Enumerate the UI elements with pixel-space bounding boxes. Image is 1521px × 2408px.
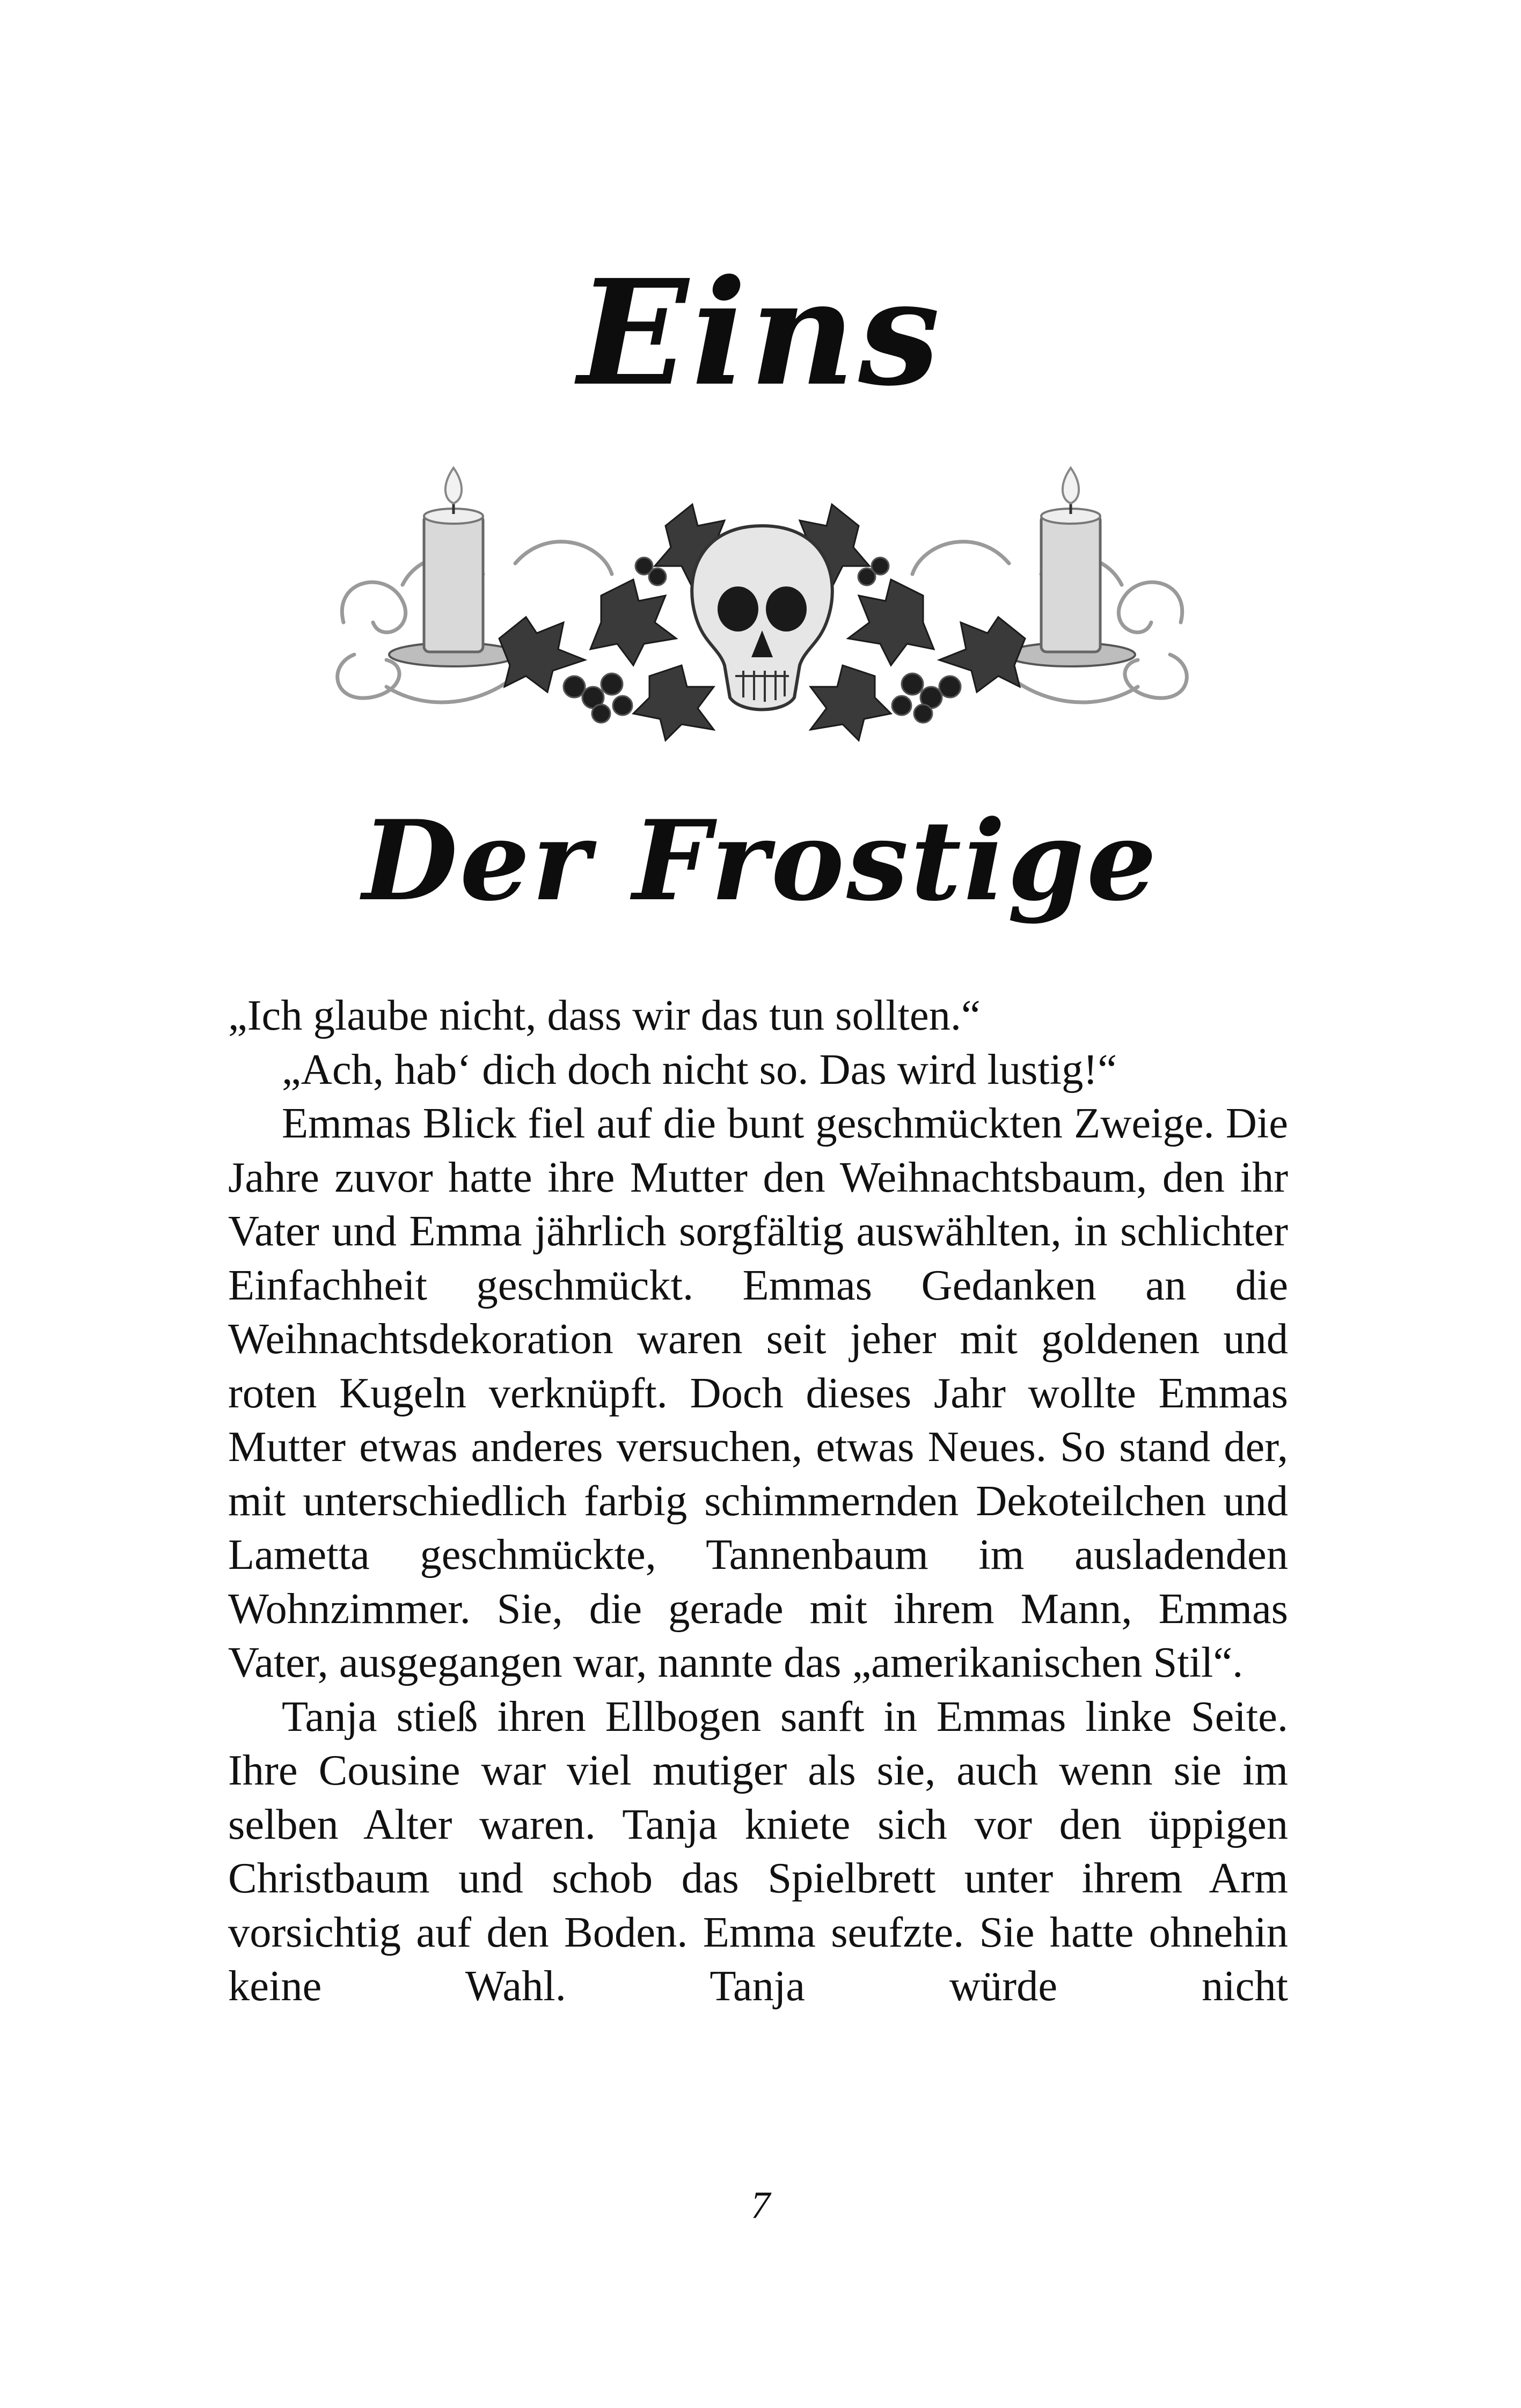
paragraph: Emmas Blick fiel auf die bunt geschmückten Zweige. Die Jahre zuvor hatte ihre Mutter den Weihnachtsbaum, den ihr Vater und Emma jährlich sorgfältig auswählten, in schlichter Einfachheit geschmückt. Emmas Gedanken an die Weihnachtsdekoration waren seit jeher mit goldenen und roten Kugeln verknüpft. Doch dieses Jahr wollte Emmas Mutter etwas anderes versuchen, etwas Neues. So stand der, mit unterschiedlich farbig schimmernden Dekoteilchen und Lametta geschmückte, Tannenbaum im ausladenden Wohnzimmer. Sie, die gerade mit ihrem Mann, Emmas Vater, ausgegangen war, nannte das „amerikanischen Stil“. <box>228 1099 1288 1686</box>
chapter-number: Eins <box>577 247 944 418</box>
candle-right <box>1006 468 1135 666</box>
body-text <box>228 989 1288 2014</box>
candles-skull-holly-icon <box>322 461 1202 762</box>
page-number: 7 <box>751 2184 770 2227</box>
candle-left <box>389 468 518 666</box>
paragraph: „Ich glaube nicht, dass wir das tun sollten.“ <box>228 992 981 1039</box>
paragraph: „Ach, hab‘ dich doch nicht so. Das wird lustig!“ <box>282 1045 1117 1093</box>
paragraph: Tanja stieß ihren Ellbogen sanft in Emmas linke Seite. Ihre Cousine war viel mutiger als sie, auch wenn sie im selben Alter waren. Tanja kniete sich vor den üppigen Christbaum und schob das Spielbrett unter ihrem Arm vorsichtig auf den Boden. Emma seufzte. Sie hatte ohnehin keine Wahl. Tanja würde nicht <box>228 1692 1288 2010</box>
chapter-title: Der Frostige <box>362 797 1159 926</box>
skull <box>692 526 832 710</box>
